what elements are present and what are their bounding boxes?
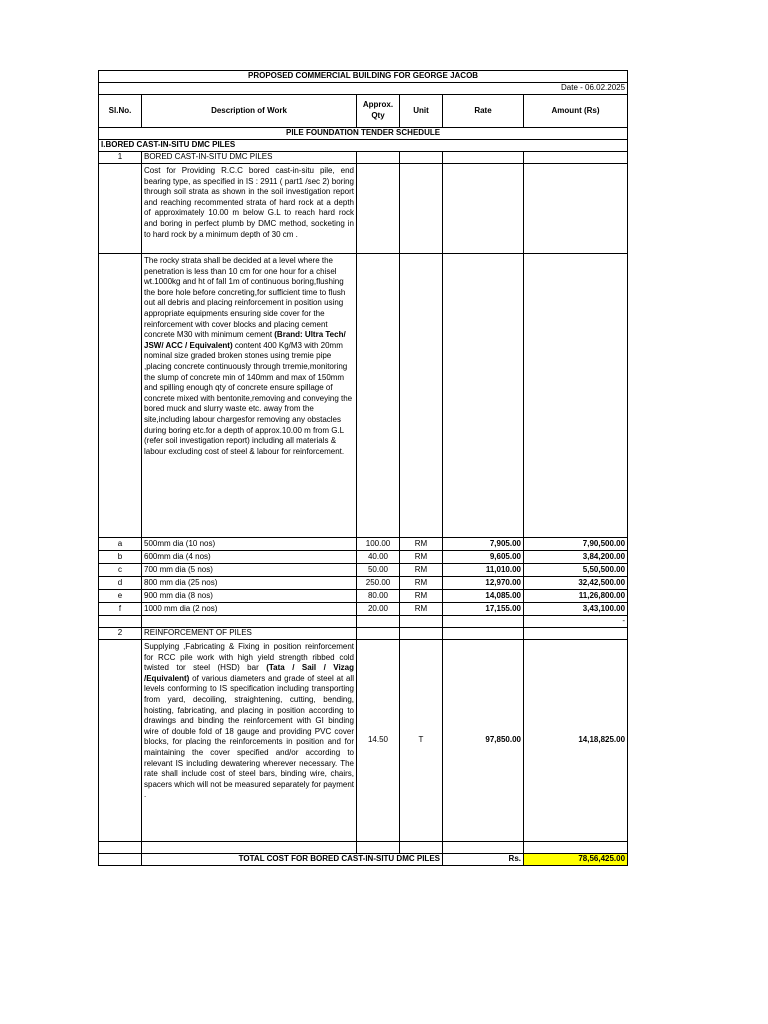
pile-row-desc: 700 mm dia (5 nos) <box>142 564 357 577</box>
item2-description <box>142 640 357 842</box>
col-header-rate: Rate <box>443 95 524 128</box>
document-title: PROPOSED COMMERCIAL BUILDING FOR GEORGE JACOB <box>99 71 628 83</box>
col-header-qty-line1: Approx. <box>362 100 394 110</box>
item1-description-1: Cost for Providing R.C.C bored cast-in-situ pile, end bearing type, as specified in IS : 2911 ( part1 /sec 2) boring through soil strata as shown in the soil investigation report and reaching recommented strata of hard rock at a depth of approximately 10.00 m below G.L to reach hard rock and boring in perfect plumb by DMC method, socketing in to hard rock by a minimum depth of 30 cm . <box>142 164 357 254</box>
item2-detail-row <box>99 640 628 842</box>
item1-number: 1 <box>99 152 142 164</box>
schedule-title: PILE FOUNDATION TENDER SCHEDULE <box>99 128 628 140</box>
pile-row-amount: 11,26,800.00 <box>524 590 628 603</box>
item1-title-row <box>99 152 628 164</box>
blank-row <box>99 842 628 854</box>
subtotal-dash: - <box>524 616 628 628</box>
pile-row-rate: 12,970.00 <box>443 577 524 590</box>
pile-row-rate: 9,605.00 <box>443 551 524 564</box>
pile-row-rate: 11,010.00 <box>443 564 524 577</box>
pile-row-qty: 20.00 <box>357 603 400 616</box>
blank-row <box>99 616 628 628</box>
pile-row-no: a <box>99 538 142 551</box>
item2-title: REINFORCEMENT OF PILES <box>142 628 357 640</box>
title-row <box>99 71 628 83</box>
pile-row-amount: 3,43,100.00 <box>524 603 628 616</box>
pile-row-amount: 3,84,200.00 <box>524 551 628 564</box>
table-row <box>99 551 628 564</box>
pile-row-no: e <box>99 590 142 603</box>
pile-row-no: f <box>99 603 142 616</box>
item1-description-2a: The rocky strata shall be decided at a level where the penetration is less than 10 cm for one hour for a chisel wt.1000kg and ht of fall 1m of continuous boring,flushing the bore hole before concreting,for sufficient time to flush out all debris and placing reinforcement in position using appropriate equipments ensuring side cover for the reinforcement with cover blocks and placing cement concrete M30 with minimum cement <box>144 256 346 340</box>
pile-row-desc: 500mm dia (10 nos) <box>142 538 357 551</box>
pile-row-no: c <box>99 564 142 577</box>
total-label: TOTAL COST FOR BORED CAST-IN-SITU DMC PILES <box>142 854 443 866</box>
item1-title: BORED CAST-IN-SITU DMC PILES <box>142 152 357 164</box>
pile-row-qty: 50.00 <box>357 564 400 577</box>
pile-row-rate: 7,905.00 <box>443 538 524 551</box>
pile-row-no: b <box>99 551 142 564</box>
pile-row-unit: RM <box>400 590 443 603</box>
total-amount: 78,56,425.00 <box>524 854 628 866</box>
pile-row-desc: 1000 mm dia (2 nos) <box>142 603 357 616</box>
pile-row-desc: 900 mm dia (8 nos) <box>142 590 357 603</box>
item2-rate: 97,850.00 <box>443 640 524 842</box>
pile-row-unit: RM <box>400 603 443 616</box>
column-header-row <box>99 95 628 128</box>
pile-row-qty: 80.00 <box>357 590 400 603</box>
pile-row-amount: 32,42,500.00 <box>524 577 628 590</box>
pile-row-desc: 800 mm dia (25 nos) <box>142 577 357 590</box>
table-row <box>99 538 628 551</box>
pile-row-amount: 5,50,500.00 <box>524 564 628 577</box>
item1-para2-row <box>99 254 628 538</box>
item2-unit: T <box>400 640 443 842</box>
section-title: I.BORED CAST-IN-SITU DMC PILES <box>99 140 628 152</box>
pile-row-desc: 600mm dia (4 nos) <box>142 551 357 564</box>
pile-row-no: d <box>99 577 142 590</box>
document-date: Date - 06.02.2025 <box>99 83 628 95</box>
pile-row-unit: RM <box>400 577 443 590</box>
pile-row-qty: 250.00 <box>357 577 400 590</box>
table-row <box>99 590 628 603</box>
schedule-row <box>99 128 628 140</box>
item1-cement-brand: (Brand: Ultra Tech/ JSW/ ACC / Equivalent) <box>144 330 346 350</box>
item1-description-2 <box>142 254 357 538</box>
col-header-qty <box>357 95 400 128</box>
pile-row-rate: 17,155.00 <box>443 603 524 616</box>
pile-row-qty: 100.00 <box>357 538 400 551</box>
section-row <box>99 140 628 152</box>
table-row <box>99 577 628 590</box>
tender-schedule-table <box>98 70 628 866</box>
col-header-description: Description of Work <box>142 95 357 128</box>
pile-row-unit: RM <box>400 551 443 564</box>
item2-description-b: of various diameters and grade of steel at all levels conforming to IS specification including transporting from yard, decoiling, straightening, cutting, bending, hoisting, fabricating, and placing in position according to drawings and binding the reinforcement with GI binding wire of double fold of 18 gauge and providing PVC cover blocks, for placing the reinforcements in position and for maintaining the cover specified and/or according to relevant IS including dewatering wherever necessary. The rate shall include cost of steel bars, binding wire, chairs, spacers which will not be measured separately for payment . <box>144 673 354 800</box>
pile-row-unit: RM <box>400 538 443 551</box>
col-header-qty-line2: Qty <box>371 111 385 120</box>
total-currency: Rs. <box>443 854 524 866</box>
total-row <box>99 854 628 866</box>
col-header-amount: Amount (Rs) <box>524 95 628 128</box>
pile-row-unit: RM <box>400 564 443 577</box>
pile-row-rate: 14,085.00 <box>443 590 524 603</box>
item2-title-row <box>99 628 628 640</box>
item2-steel-brand: (Tata / Sail / Vizag /Equivalent) <box>144 663 354 683</box>
col-header-slno: Sl.No. <box>99 95 142 128</box>
pile-row-amount: 7,90,500.00 <box>524 538 628 551</box>
pile-row-qty: 40.00 <box>357 551 400 564</box>
item2-number: 2 <box>99 628 142 640</box>
date-row <box>99 83 628 95</box>
item2-amount: 14,18,825.00 <box>524 640 628 842</box>
item1-para1-row <box>99 164 628 254</box>
item2-description-a: Supplying ,Fabricating & Fixing in position reinforcement for RCC pile work with high yield strength ribbed cold twisted tor steel (HSD) bar <box>144 642 354 673</box>
col-header-unit: Unit <box>400 95 443 128</box>
table-row <box>99 603 628 616</box>
table-row <box>99 564 628 577</box>
item1-description-2b: content 400 Kg/M3 with 20mm nominal size graded broken stones using tremie pipe ,placing concrete continuously through trremie,monitoring the slump of concrete min of 140mm and max of 150mm and spilling enough qty of concrete ensure spillage of concrete mixed with bentonite,removing and conveying the bored muck and slurry waste etc. away from the site,including labour chargesfor removing any obstacles during boring etc.for a depth of approx.10.00 m from G.L (refer soil investigation report) including all materials & labour excluding cost of steel & labour for reinforcement. <box>144 340 353 456</box>
item2-qty: 14.50 <box>357 640 400 842</box>
